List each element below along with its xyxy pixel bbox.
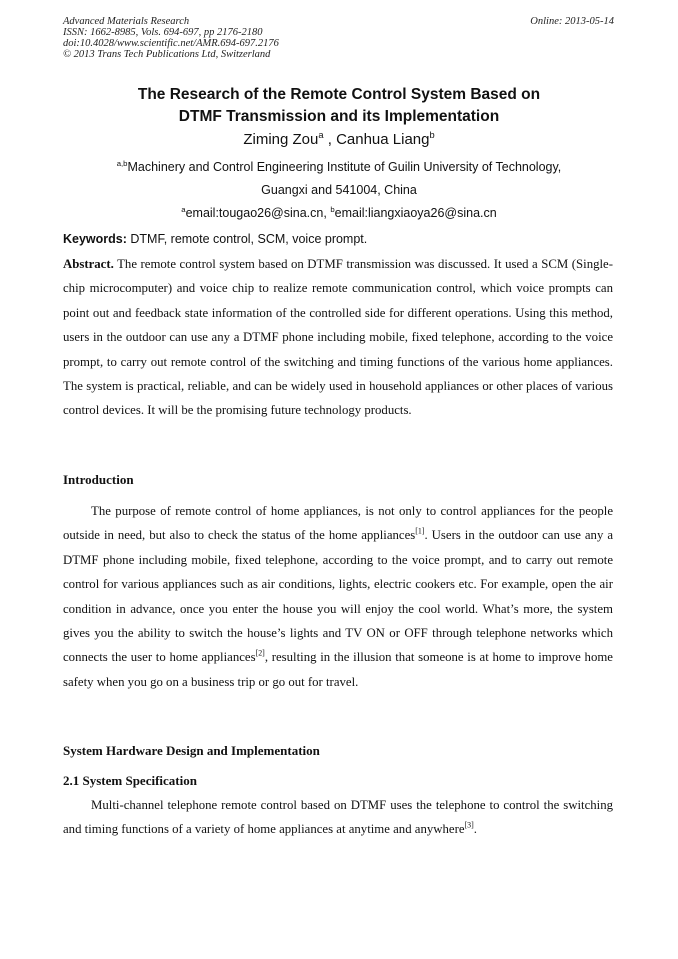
keywords-label: Keywords:	[63, 232, 127, 246]
author-line	[0, 131, 678, 148]
email-a: email:tougao26@sina.cn,	[185, 206, 331, 220]
email-b: email:liangxiaoya26@sina.cn	[334, 206, 497, 220]
introduction-heading: Introduction	[63, 472, 134, 487]
citation-1: [1]	[415, 527, 425, 537]
email-b-sup: b	[330, 204, 335, 214]
keywords	[63, 232, 367, 246]
spec-text-1: Multi-channel telephone remote control based on DTMF uses the telephone to control the switching and timing functions of a variety of home appliances at anytime and anywhere	[63, 798, 613, 837]
doi-line: doi:10.4028/www.scientific.net/AMR.694-697.2176	[63, 38, 279, 49]
affiliation-text-1: Machinery and Control Engineering Institute of Guilin University of Technology,	[127, 160, 562, 174]
abstract-text: The remote control system based on DTMF transmission was discussed. It used a SCM (Single-chip microcomputer) and voice chip to realize remote communication control, which voice prompts can point out and feedback state information of the controlled side for different operations. Using this method, users in the outdoor can use any a DTMF phone including mobile, fixed telephone, according to the voice prompt, to carry out remote control of the switching and timing functions of the various home appliances. The system is practical, reliable, and can be widely used in household appliances or other places of various control devices. It will be the promising future technology products.	[63, 257, 613, 418]
copyright-line: © 2013 Trans Tech Publications Ltd, Switzerland	[63, 49, 271, 60]
paper-title-line-1: The Research of the Remote Control System Based on	[137, 86, 541, 103]
spec-text-2: .	[473, 822, 477, 837]
email-line	[0, 206, 678, 220]
citation-2: [2]	[255, 649, 265, 659]
intro-text-2: . Users in the outdoor can use any a DTMF phone including mobile, fixed telephone, according to the voice prompt, and to carry out remote control for various appliances such as air conditions, lights, electric cookers etc. For example, open the air condition in advance, once you enter the house you will enjoy the cool world. What’s more, the system gives you the ability to switch the house’s lights and TV ON or OFF through telephone networks which connects the user to home appliances	[63, 528, 614, 665]
online-date: Online: 2013-05-14	[530, 16, 614, 27]
author-separator: ,	[323, 131, 337, 148]
specification-paragraph	[63, 793, 613, 842]
author-1-sup: a	[318, 130, 324, 140]
affiliation-sup: a,b	[116, 158, 128, 168]
author-1: Ziming Zou	[243, 131, 319, 148]
author-2-sup: b	[429, 130, 435, 140]
intro-text-3: , resulting in the illusion that someone is at home to improve home safety when you go on a business trip or go out for travel.	[63, 650, 613, 689]
abstract-label: Abstract.	[63, 257, 114, 271]
keywords-text: DTMF, remote control, SCM, voice prompt.	[126, 232, 368, 246]
paper-title-line-2: DTMF Transmission and its Implementation	[178, 108, 500, 125]
issn-line: ISSN: 1662-8985, Vols. 694-697, pp 2176-2180	[63, 27, 263, 38]
citation-3: [3]	[464, 821, 474, 831]
affiliation-line-1	[0, 160, 678, 174]
affiliation-line-2: Guangxi and 541004, China	[261, 183, 417, 197]
hardware-heading: System Hardware Design and Implementation	[63, 743, 320, 758]
journal-name: Advanced Materials Research	[63, 16, 190, 27]
specification-subheading: 2.1 System Specification	[63, 773, 197, 788]
abstract-paragraph	[63, 252, 613, 423]
author-2: Canhua Liang	[336, 131, 430, 148]
introduction-paragraph	[63, 499, 613, 694]
intro-text-1: The purpose of remote control of home appliances, is not only to control appliances for the people outside in need, but also to check the status of the home appliances	[63, 504, 613, 543]
email-a-sup: a	[181, 204, 186, 214]
